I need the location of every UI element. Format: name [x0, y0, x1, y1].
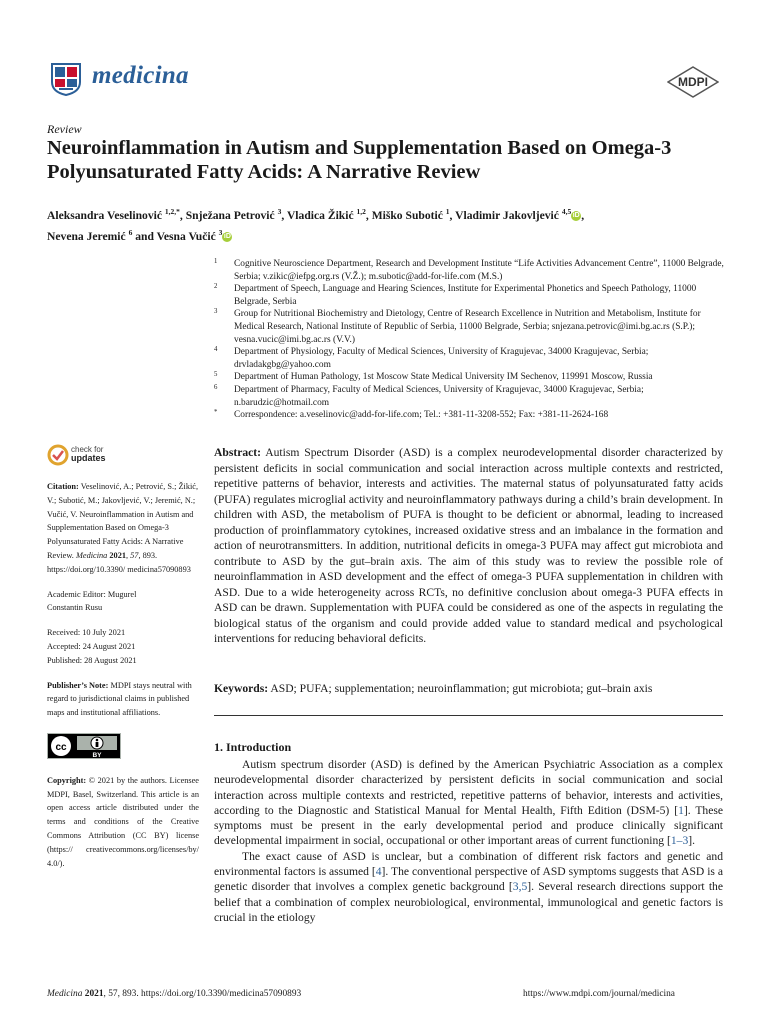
footer-journal: Medicina — [47, 989, 83, 999]
pubnote-label: Publisher’s Note: — [47, 680, 109, 690]
author-affiliation-marker: 1,2,* — [164, 207, 180, 216]
affiliation-text: Department of Pharmacy, Faculty of Medical Sciences, University of Kragujevac, 34000 Kragujevac, Serbia; n.barudzic@hotmail.com — [234, 384, 644, 408]
intro-paragraph-1 — [214, 757, 723, 849]
abstract — [214, 445, 723, 647]
check-updates-icon — [47, 444, 69, 466]
keywords-text: ASD; PUFA; supplementation; neuroinflammation; gut microbiota; gut–brain axis — [268, 682, 653, 695]
keywords-label: Keywords: — [214, 682, 269, 695]
publishers-note — [47, 679, 199, 720]
intro-paragraph-2 — [214, 849, 723, 925]
copyright-text: © 2021 by the authors. Licensee MDPI, Basel, Switzerland. This article is an open access article distributed under the terms and conditions of the Creative Commons Attribution (CC BY) license (https:// creativecommons.org/licenses/by/ 4.0/). — [47, 775, 199, 868]
editor-name: Constantin Rusu — [47, 603, 103, 613]
citation-text: Veselinović, A.; Petrović, S.; Žikić, V.; Subotić, M.; Jakovljević, V.; Jeremić, N.; Vučić, V. Neuroinflammation in Autism and Supplementation Based on Omega-3 Polyunsaturated Fatty Acids: A Narrative Review. — [47, 482, 199, 560]
affiliation-number: 5 — [214, 371, 218, 379]
citation-link[interactable]: 1 — [678, 803, 684, 817]
article-type: Review — [47, 122, 82, 136]
author-name[interactable]: Aleksandra Veselinović — [47, 208, 162, 222]
author-affiliation-marker: 3 — [277, 207, 282, 216]
intro-p1-text-a: Autism spectrum disorder (ASD) is defined by the American Psychiatric Association as a complex neurodevelopmental disorder characterized by persistent deficits in social communication and social interaction across multiple contexts and restricted, repetitive patterns of behavior, interests and activities, according to the Diagnostic and Statistical Manual for Mental Health, Fifth Edition (DSM-5) [ — [214, 758, 723, 817]
pubnote-text: MDPI stays neutral with regard to jurisdictional claims in published maps and institutional affiliations. — [47, 680, 192, 718]
citation-journal: Medicina — [75, 550, 108, 560]
abstract-text: Autism Spectrum Disorder (ASD) is a complex neurodevelopmental disorder characterized by persistent deficits in social communication and social interaction across multiple contexts and restricted, repetitive patterns of behavior, interests and activities. The maternal status of polyunsaturated fatty acids (PUFA) regulates microglial activity and neuroinflammatory pathways during a child’s brain development. In children with ASD, the metabolism of PUFA is thought to be deficient or abnormal, leading to increased production of proinflammatory cytokines, increased oxidative stress and an imbalance in the formation and action of neurotransmitters. In addition, nutritional deficits in omega-3 PUFA may affect gut microbiota and contribute to ASD by the gut–brain axis. The aim of this study was to review the possible role of neuroinflammation in ASD development and the effect of omega-3 PUFA supplementation in children with ASD. Due to a wide heterogeneity across RCTs, no definitive conclusion about omega-3 PUFA effects in ASD can be drawn. Supplementation with PUFA could be considered as one of the aspects in regulating the biological status of the organism and could provide added value to standard medical and psychological interventions for reducing behavioral deficits. — [214, 446, 723, 645]
publisher-name: MDPI — [678, 75, 708, 89]
check-updates-line1: check for — [71, 445, 104, 454]
check-for-updates-button[interactable] — [47, 444, 199, 468]
author-name[interactable]: Vladica Žikić — [286, 208, 354, 222]
introduction-body — [214, 757, 723, 925]
cc-label: cc — [55, 741, 67, 753]
author-name[interactable]: Nevena Jeremić — [47, 229, 126, 243]
affiliations — [214, 258, 724, 422]
footer-doi[interactable]: , 57, 893. https://doi.org/10.3390/medicina57090893 — [103, 989, 302, 999]
accepted-date: Accepted: 24 August 2021 — [47, 641, 136, 651]
intro-p1-text-b: ]. These symptoms must be present in the early developmental period and produce clinically significant developmental impairment in social, occupational or other important areas of current functioning [ — [214, 803, 724, 848]
citation-link[interactable]: 4 — [375, 865, 382, 879]
divider — [214, 715, 723, 716]
citation-doi[interactable]: , 893. https://doi.org/10.3390/ medicina57090893 — [47, 550, 191, 574]
author-name[interactable]: Vladimir Jakovljević — [455, 208, 559, 222]
author-name[interactable]: Snježana Petrović — [185, 208, 275, 222]
dates-block — [47, 626, 199, 667]
affiliation-item — [214, 283, 724, 308]
affiliation-text: Group for Nutritional Biochemistry and Dietology, Centre of Research Excellence in Nutrition and Metabolism, Institute for Medical Research, National Institute of Republic of Serbia, 11000 Belgrade, Serbia; snjezana.petrovic@imi.bg.ac.rs (S.P.); vesna.vucic@imi.bg.ac.rs (V.V.) — [234, 309, 701, 345]
intro-p2-text-a: The exact cause of ASD is unclear, but a combination of different risk factors and genetic and environmental factors is assumed [ — [214, 849, 723, 879]
affiliation-number: 4 — [214, 346, 218, 354]
section-heading-introduction: 1. Introduction — [214, 740, 292, 754]
orcid-icon[interactable]: iD — [572, 212, 580, 220]
cc-by-license-icon[interactable] — [47, 733, 121, 759]
editor-label: Academic Editor: Mugurel — [47, 589, 137, 599]
intro-p2-text-c: ]. Several research directions support the belief that a combination of complex neurobiological, environmental, immunological and genetic factors is crucial in the etiology — [214, 880, 723, 924]
intro-p1-text-c: ]. — [688, 834, 695, 848]
citation-label: Citation: — [47, 482, 79, 491]
author-affiliation-marker: 6 — [128, 227, 133, 237]
affiliation-number: 6 — [214, 383, 218, 391]
copyright-block — [47, 774, 199, 871]
affiliation-item — [214, 346, 724, 371]
journal-name: medicina — [92, 62, 189, 89]
footer-journal-url[interactable]: https://www.mdpi.com/journal/medicina — [523, 989, 675, 999]
orcid-icon[interactable]: iD — [223, 233, 231, 241]
affiliation-text: Department of Human Pathology, 1st Moscow State Medical University IM Sechenov, 119991 Moscow, Russia — [234, 372, 653, 383]
affiliation-item — [214, 308, 724, 346]
academic-editor — [47, 588, 199, 616]
by-label: BY — [92, 751, 102, 759]
keywords — [214, 681, 723, 697]
author-name[interactable]: Vesna Vučić — [156, 229, 216, 243]
intro-p2-text-b: ]. The conventional perspective of ASD symptoms suggests that ASD is a genetic disorder that involves a complex genetic background [ — [214, 865, 723, 894]
affiliation-text: Correspondence: a.veselinovic@add-for-life.com; Tel.: +381-11-3208-552; Fax: +381-11-2624-168 — [234, 410, 609, 421]
affiliation-text: Department of Physiology, Faculty of Medical Sciences, University of Kragujevac, 34000 Kragujevac, Serbia; drvladakgbg@yahoo.com — [234, 347, 649, 370]
author-list: Aleksandra Veselinović $^{1,2,*}$, Snježana Petrović $^3$, Vladica Žikić $^{1,2}$, Miško Subotić $^1$, Vladimir Jakovljević $^{4,5}$ iD , Nevena Jeremić $^6$ and Vesna Vučić $^3$ iD — [47, 207, 585, 243]
published-date: Published: 28 August 2021 — [47, 655, 137, 665]
affiliation-item — [214, 371, 724, 384]
author-affiliation-marker: 1 — [445, 207, 450, 216]
citation-year: 2021 — [109, 550, 126, 560]
author-affiliation-marker: 4,5 — [561, 207, 572, 216]
affiliation-number: 2 — [214, 283, 218, 291]
affiliation-item — [214, 384, 724, 409]
abstract-label: Abstract: — [214, 446, 262, 459]
affiliation-number: * — [214, 409, 218, 417]
citation-link[interactable]: 1–3 — [670, 834, 689, 848]
affiliation-text: Cognitive Neuroscience Department, Research and Development Institute “Life Activities Advancement Centre”, 11000 Belgrade, Serbia; v.zikic@iefpg.org.rs (V.Ž.); m.subotic@add-for-life.com (M.S.) — [234, 259, 724, 282]
affiliation-item — [214, 258, 724, 283]
copyright-label: Copyright: — [47, 775, 87, 785]
footer-citation — [47, 989, 301, 999]
footer-year: 2021 — [84, 989, 104, 999]
affiliation-number: 3 — [214, 308, 218, 316]
author-affiliation-marker: 1,2 — [356, 207, 366, 216]
citation-volume: 57 — [130, 550, 139, 560]
citation-link[interactable]: 3,5 — [512, 880, 528, 894]
author-affiliation-marker: 3 — [218, 227, 223, 237]
mdpi-logo-icon — [667, 66, 719, 98]
affiliation-text: Department of Speech, Language and Hearing Sciences, Institute for Experimental Phonetics and Speech Pathology, 11000 Belgrade, Serbia — [234, 284, 697, 307]
journal-logo-icon — [50, 62, 82, 96]
affiliation-number: 1 — [214, 258, 218, 265]
received-date: Received: 10 July 2021 — [47, 628, 126, 638]
author-name[interactable]: Miško Subotić — [371, 208, 443, 222]
affiliation-item — [214, 409, 724, 422]
article-title: Neuroinflammation in Autism and Supplementation Based on Omega-3 Polyunsaturated Fatty Acids: A Narrative Review — [47, 137, 672, 183]
citation-block: Citation: Veselinović, A.; Petrović, S.; Žikić, V.; Subotić, M.; Jakovljević, V.; Jeremić, N.; Vučić, V. Neuroinflammation in Autism and Supplementation Based on Omega-3 Polyunsaturated Fatty Acids: A Narrative Review. Medicina 2021, 57, 893. https://doi.org/10.3390/ medicina57090893 — [47, 482, 199, 574]
sidebar — [47, 444, 199, 870]
check-updates-line2: updates — [71, 453, 106, 463]
